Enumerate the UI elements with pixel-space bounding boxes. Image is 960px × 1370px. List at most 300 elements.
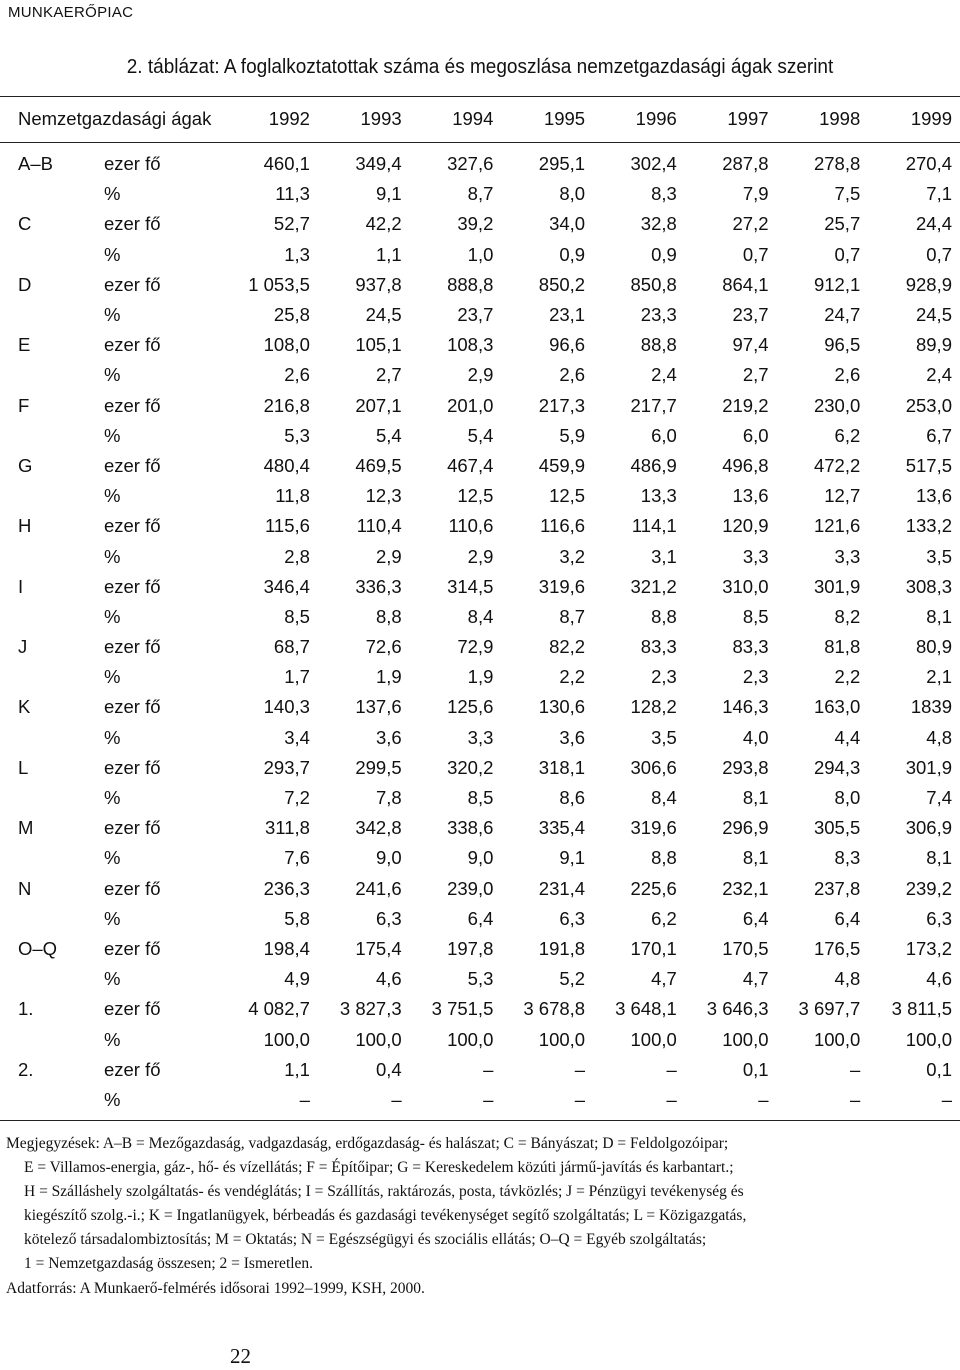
table-row: [0, 391, 960, 421]
value-cell-count: 270,4: [905, 153, 952, 175]
value-cell-count: 32,8: [640, 213, 677, 235]
value-cell-count: 294,3: [813, 756, 861, 778]
value-cell-count: 108,3: [447, 334, 494, 356]
value-cell-percent: 3,5: [926, 545, 952, 567]
value-cell-percent: 1,7: [284, 666, 310, 688]
value-cell-count: 239,2: [905, 877, 952, 899]
value-cell-count: 278,8: [813, 153, 861, 175]
note-line: 1 = Nemzetgazdaság összesen; 2 = Ismeretlen.: [24, 1255, 314, 1272]
value-cell-percent: 3,4: [284, 726, 310, 748]
value-cell-percent: 7,9: [742, 183, 769, 205]
table-row: [0, 511, 960, 541]
value-cell-count: 237,8: [813, 877, 861, 899]
value-cell-percent: 7,8: [375, 787, 402, 809]
value-cell-count: 336,3: [355, 575, 402, 597]
value-cell-percent: 8,1: [926, 605, 952, 627]
table-row: [0, 632, 960, 662]
unit-label: %: [103, 787, 121, 809]
value-cell-count: 216,8: [263, 394, 310, 416]
value-cell-count: 850,2: [538, 273, 586, 295]
value-cell-percent: 11,3: [275, 183, 310, 205]
value-cell-count: 236,3: [263, 877, 310, 899]
value-cell-percent: 100,0: [722, 1028, 769, 1050]
value-cell-percent: –: [758, 1088, 769, 1110]
unit-label: ezer fő: [103, 334, 161, 356]
note-line: kötelező társadalombiztosítás; M = Oktatás; N = Egészségügyi és szociális ellátás; O–Q = Egyéb szolgáltatás;: [24, 1231, 707, 1248]
value-cell-count: –: [483, 1058, 494, 1080]
value-cell-count: 72,6: [365, 636, 402, 658]
unit-label: ezer fő: [103, 937, 161, 959]
value-cell-count: 459,9: [538, 454, 586, 476]
value-cell-percent: 4,8: [834, 968, 861, 990]
sector-code: [0, 662, 104, 692]
table-row: [0, 843, 960, 873]
value-cell-percent: 8,5: [284, 605, 310, 627]
note-line: Megjegyzések: A–B = Mezőgazdaság, vadgazdaság, erdőgazdaság- és halászat; C = Bányászat; D = Feldolgozóipar;: [6, 1135, 729, 1152]
value-cell-count: 302,4: [630, 153, 677, 175]
value-cell-percent: 24,5: [915, 304, 952, 326]
value-cell-count: 207,1: [355, 394, 402, 416]
value-cell-percent: 6,2: [651, 907, 677, 929]
value-cell-percent: –: [941, 1088, 952, 1110]
value-cell-percent: 0,7: [742, 243, 769, 265]
value-cell-count: –: [849, 1058, 861, 1080]
value-cell-percent: 6,4: [834, 907, 861, 929]
sector-code: [0, 964, 104, 994]
column-header-year: 1999: [910, 108, 952, 129]
value-cell-count: 1,1: [284, 1058, 310, 1080]
value-cell-count: 110,4: [356, 515, 402, 537]
value-cell-count: 120,9: [722, 515, 769, 537]
sector-code: C: [18, 213, 32, 235]
value-cell-count: 1839: [910, 696, 952, 718]
value-cell-percent: 2,6: [834, 364, 861, 386]
value-cell-count: 241,6: [355, 877, 402, 899]
unit-label: %: [103, 424, 121, 446]
value-cell-count: 239,0: [447, 877, 494, 899]
unit-label: %: [103, 605, 121, 627]
value-cell-percent: 3,6: [375, 726, 402, 748]
unit-label: ezer fő: [103, 636, 161, 658]
value-cell-count: 108,0: [263, 334, 310, 356]
value-cell-percent: 6,7: [926, 424, 952, 446]
value-cell-count: 72,9: [457, 636, 494, 658]
unit-label: ezer fő: [103, 575, 161, 597]
value-cell-percent: –: [483, 1088, 494, 1110]
value-cell-count: 170,5: [722, 937, 769, 959]
value-cell-count: 472,2: [813, 454, 861, 476]
value-cell-count: 937,8: [355, 273, 402, 295]
value-cell-percent: 24,5: [365, 304, 402, 326]
value-cell-count: –: [574, 1058, 586, 1080]
value-cell-count: 3 678,8: [523, 998, 586, 1020]
value-cell-percent: 2,3: [742, 666, 769, 688]
value-cell-count: 96,6: [549, 334, 586, 356]
value-cell-count: 125,6: [447, 696, 494, 718]
column-header-year: 1996: [635, 108, 677, 129]
value-cell-count: 130,6: [538, 696, 586, 718]
value-cell-count: 319,6: [630, 817, 677, 839]
value-cell-count: 201,0: [447, 394, 494, 416]
value-cell-percent: –: [299, 1088, 310, 1110]
value-cell-count: 230,0: [813, 394, 861, 416]
value-cell-count: 82,2: [549, 636, 586, 658]
sector-code: G: [18, 454, 33, 476]
unit-label: %: [103, 545, 121, 567]
value-cell-percent: 11,8: [275, 485, 310, 507]
table-row: [0, 964, 960, 994]
value-cell-percent: 8,1: [742, 787, 769, 809]
value-cell-count: 27,2: [732, 213, 769, 235]
value-cell-count: 3 697,7: [798, 998, 861, 1020]
sector-code: [0, 360, 104, 390]
value-cell-count: 25,7: [824, 213, 861, 235]
value-cell-percent: 8,5: [742, 605, 769, 627]
value-cell-count: 133,2: [905, 515, 952, 537]
sector-code: L: [18, 756, 29, 778]
value-cell-count: 3 646,3: [706, 998, 769, 1020]
sector-code: O–Q: [18, 937, 58, 959]
value-cell-percent: 3,6: [559, 726, 586, 748]
sector-code: [0, 723, 104, 753]
table-row: [0, 149, 960, 179]
value-cell-count: 105,1: [355, 334, 402, 356]
table-row: [0, 421, 960, 451]
value-cell-count: 175,4: [355, 937, 402, 959]
value-cell-percent: 5,3: [284, 424, 310, 446]
value-cell-percent: 8,3: [651, 183, 677, 205]
value-cell-percent: 23,7: [457, 304, 494, 326]
table-bottom-rule: [0, 1120, 960, 1121]
table-row: [0, 692, 960, 722]
value-cell-count: 81,8: [824, 636, 861, 658]
value-cell-percent: 2,3: [651, 666, 677, 688]
value-cell-count: 191,8: [538, 937, 586, 959]
sector-code: K: [18, 696, 31, 718]
unit-label: %: [103, 968, 121, 990]
value-cell-count: 88,8: [640, 334, 677, 356]
table-row: [0, 481, 960, 511]
value-cell-count: 299,5: [355, 756, 402, 778]
value-cell-count: 301,9: [813, 575, 861, 597]
note-line: H = Szálláshely szolgáltatás- és vendéglátás; I = Szállítás, raktározás, posta, távközlés; J = Pénzügyi tevékenység és: [24, 1183, 744, 1200]
value-cell-count: 197,8: [447, 937, 494, 959]
value-cell-percent: 5,3: [467, 968, 494, 990]
sector-code: M: [18, 817, 34, 839]
value-cell-percent: 4,7: [742, 968, 769, 990]
value-cell-percent: 8,1: [742, 847, 769, 869]
unit-label: ezer fő: [103, 454, 161, 476]
value-cell-percent: 8,5: [467, 787, 494, 809]
sector-code: N: [18, 877, 32, 899]
value-cell-count: 311,8: [265, 817, 310, 839]
value-cell-percent: 6,4: [742, 907, 769, 929]
value-cell-percent: 13,3: [640, 485, 677, 507]
page-number: 22: [230, 1344, 251, 1368]
value-cell-percent: 8,8: [651, 847, 677, 869]
value-cell-count: 163,0: [813, 696, 861, 718]
value-cell-percent: –: [574, 1088, 586, 1110]
sector-code: [0, 421, 104, 451]
column-header-year: 1993: [360, 108, 402, 129]
value-cell-count: 3 827,3: [339, 998, 402, 1020]
value-cell-percent: 6,4: [467, 907, 494, 929]
value-cell-percent: 2,4: [651, 364, 677, 386]
value-cell-percent: 4,8: [926, 726, 952, 748]
value-cell-count: 97,4: [732, 334, 769, 356]
value-cell-count: 3 751,5: [431, 998, 494, 1020]
value-cell-count: 232,1: [722, 877, 769, 899]
value-cell-percent: 25,8: [273, 304, 310, 326]
value-cell-count: 128,2: [630, 696, 677, 718]
unit-label: %: [103, 726, 121, 748]
value-cell-count: 225,6: [630, 877, 677, 899]
value-cell-count: 0,1: [742, 1058, 769, 1080]
value-cell-count: 496,8: [722, 454, 769, 476]
value-cell-count: 34,0: [549, 213, 586, 235]
value-cell-percent: 8,7: [559, 605, 586, 627]
value-cell-count: 83,3: [732, 636, 769, 658]
table-row: [0, 874, 960, 904]
value-cell-count: 231,4: [538, 877, 586, 899]
value-cell-count: 89,9: [915, 334, 952, 356]
value-cell-percent: 2,6: [284, 364, 310, 386]
value-cell-count: 198,4: [263, 937, 310, 959]
value-cell-count: 96,5: [824, 334, 861, 356]
table-row: [0, 904, 960, 934]
table-row: [0, 300, 960, 330]
unit-label: %: [103, 666, 121, 688]
column-header-year: 1995: [543, 108, 586, 129]
value-cell-percent: 1,0: [467, 243, 494, 265]
unit-label: %: [103, 847, 121, 869]
table-row: [0, 209, 960, 239]
value-cell-count: 850,8: [630, 273, 677, 295]
sector-code: D: [18, 273, 32, 295]
value-cell-count: 310,0: [722, 575, 769, 597]
value-cell-count: 912,1: [813, 273, 861, 295]
value-cell-count: 480,4: [263, 454, 310, 476]
value-cell-percent: 100,0: [630, 1028, 677, 1050]
unit-label: ezer fő: [103, 394, 161, 416]
value-cell-count: 170,1: [630, 937, 677, 959]
sector-code: E: [18, 334, 31, 356]
value-cell-percent: 7,6: [284, 847, 310, 869]
table-row: [0, 753, 960, 783]
column-header-year: 1994: [452, 108, 494, 129]
value-cell-percent: 0,9: [651, 243, 677, 265]
value-cell-percent: 9,0: [375, 847, 402, 869]
value-cell-count: 320,2: [447, 756, 494, 778]
value-cell-percent: 1,9: [375, 666, 402, 688]
value-cell-count: 219,2: [722, 394, 769, 416]
value-cell-percent: 100,0: [905, 1028, 952, 1050]
value-cell-count: 293,8: [722, 756, 769, 778]
value-cell-count: 287,8: [722, 153, 769, 175]
value-cell-count: 115,6: [265, 515, 310, 537]
value-cell-percent: 6,3: [559, 907, 586, 929]
value-cell-count: 486,9: [630, 454, 677, 476]
value-cell-count: 346,4: [263, 575, 310, 597]
unit-label: %: [103, 1088, 121, 1110]
value-cell-percent: –: [849, 1088, 861, 1110]
value-cell-count: 176,5: [813, 937, 861, 959]
value-cell-count: 888,8: [447, 273, 494, 295]
value-cell-percent: 4,6: [375, 968, 402, 990]
value-cell-percent: 1,1: [375, 243, 402, 265]
sector-code: [0, 240, 104, 270]
column-header-year: 1998: [819, 108, 861, 129]
value-cell-count: 146,3: [722, 696, 769, 718]
unit-label: ezer fő: [103, 515, 161, 537]
value-cell-percent: 2,7: [375, 364, 402, 386]
value-cell-percent: 0,7: [834, 243, 861, 265]
table-row: [0, 662, 960, 692]
value-cell-percent: 6,3: [375, 907, 402, 929]
value-cell-percent: 12,5: [549, 485, 586, 507]
value-cell-count: 308,3: [905, 575, 952, 597]
value-cell-percent: 100,0: [447, 1028, 494, 1050]
value-cell-percent: 6,0: [651, 424, 677, 446]
value-cell-percent: 2,9: [375, 545, 402, 567]
unit-label: ezer fő: [103, 153, 161, 175]
value-cell-percent: 7,4: [926, 787, 952, 809]
value-cell-percent: –: [666, 1088, 677, 1110]
value-cell-count: 114,1: [631, 515, 677, 537]
table-row: [0, 1085, 960, 1115]
value-cell-count: 110,6: [448, 515, 494, 537]
table-title: 2. táblázat: A foglalkoztatottak száma és megoszlása nemzetgazdasági ágak szerint: [126, 56, 834, 78]
unit-label: ezer fő: [103, 877, 161, 899]
sector-code: [0, 904, 104, 934]
value-cell-percent: 9,1: [559, 847, 586, 869]
unit-label: ezer fő: [103, 213, 161, 235]
value-cell-percent: 3,3: [467, 726, 494, 748]
table-row: [0, 451, 960, 481]
value-cell-percent: 0,9: [559, 243, 586, 265]
value-cell-percent: 3,3: [834, 545, 861, 567]
table-row: [0, 360, 960, 390]
table-row: [0, 783, 960, 813]
value-cell-percent: 2,2: [834, 666, 861, 688]
note-line: E = Villamos-energia, gáz-, hő- és vízellátás; F = Építőipar; G = Kereskedelem közúti jármű-javítás és karbantart.;: [24, 1159, 734, 1176]
value-cell-percent: 100,0: [263, 1028, 310, 1050]
value-cell-count: 0,1: [926, 1058, 952, 1080]
unit-label: %: [103, 243, 121, 265]
column-header-year: 1992: [268, 108, 310, 129]
value-cell-count: 301,9: [905, 756, 952, 778]
value-cell-percent: 8,8: [651, 605, 677, 627]
value-cell-count: 173,2: [905, 937, 952, 959]
value-cell-count: 335,4: [538, 817, 586, 839]
value-cell-count: 253,0: [905, 394, 952, 416]
unit-label: %: [103, 485, 121, 507]
value-cell-count: 342,8: [355, 817, 402, 839]
sector-code: [0, 481, 104, 511]
value-cell-count: 4 082,7: [248, 998, 310, 1020]
value-cell-count: 314,5: [447, 575, 494, 597]
sector-code: F: [18, 394, 30, 416]
value-cell-count: 0,4: [375, 1058, 402, 1080]
value-cell-count: 306,9: [905, 817, 952, 839]
value-cell-percent: 5,9: [559, 424, 586, 446]
value-cell-count: 517,5: [905, 454, 952, 476]
value-cell-percent: 8,8: [375, 605, 402, 627]
value-cell-percent: 2,8: [284, 545, 310, 567]
table-row: [0, 934, 960, 964]
value-cell-percent: 5,8: [284, 907, 310, 929]
value-cell-count: 116,6: [540, 515, 586, 537]
value-cell-percent: 100,0: [538, 1028, 586, 1050]
value-cell-percent: 12,7: [824, 485, 861, 507]
value-cell-percent: 2,4: [926, 364, 952, 386]
value-cell-percent: 8,6: [559, 787, 586, 809]
value-cell-percent: 4,9: [284, 968, 310, 990]
value-cell-percent: 2,6: [559, 364, 586, 386]
unit-label: %: [103, 304, 121, 326]
table-row: [0, 240, 960, 270]
value-cell-percent: 8,7: [467, 183, 494, 205]
value-cell-count: 928,9: [905, 273, 952, 295]
value-cell-percent: 8,3: [834, 847, 861, 869]
table-notes: [6, 1132, 956, 1276]
value-cell-count: 469,5: [355, 454, 402, 476]
unit-label: %: [103, 1028, 121, 1050]
value-cell-percent: 24,7: [824, 304, 861, 326]
sector-code: H: [18, 515, 32, 537]
value-cell-percent: 4,7: [651, 968, 677, 990]
employment-table: [0, 103, 960, 1115]
value-cell-percent: 4,6: [926, 968, 952, 990]
value-cell-percent: 23,3: [640, 304, 677, 326]
column-header-sector: Nemzetgazdasági ágak: [18, 108, 212, 129]
value-cell-count: 864,1: [722, 273, 769, 295]
section-header: MUNKAERŐPIAC: [8, 4, 134, 21]
value-cell-count: 319,6: [538, 575, 586, 597]
value-cell-count: 321,2: [630, 575, 677, 597]
value-cell-percent: 8,4: [651, 787, 677, 809]
unit-label: ezer fő: [103, 1058, 161, 1080]
value-cell-percent: 8,4: [467, 605, 494, 627]
table-top-rule: [0, 96, 960, 97]
sector-code: [0, 783, 104, 813]
value-cell-percent: 6,0: [742, 424, 769, 446]
table-header-row: [0, 103, 960, 135]
value-cell-percent: 8,0: [559, 183, 586, 205]
unit-label: ezer fő: [103, 273, 161, 295]
value-cell-percent: 5,4: [375, 424, 402, 446]
table-row: [0, 723, 960, 753]
sector-code: [0, 843, 104, 873]
value-cell-percent: 100,0: [355, 1028, 402, 1050]
value-cell-percent: 2,7: [742, 364, 769, 386]
sector-code: A–B: [18, 153, 53, 175]
value-cell-count: 121,6: [813, 515, 861, 537]
value-cell-count: 305,5: [813, 817, 861, 839]
value-cell-count: 1 053,5: [248, 273, 310, 295]
table-row: [0, 270, 960, 300]
value-cell-count: 217,3: [538, 394, 586, 416]
column-header-year: 1997: [727, 108, 769, 129]
value-cell-count: –: [666, 1058, 677, 1080]
value-cell-count: 3 811,5: [891, 998, 952, 1020]
value-cell-count: 140,3: [263, 696, 310, 718]
value-cell-percent: 3,3: [742, 545, 769, 567]
table-row: [0, 994, 960, 1024]
value-cell-percent: 100,0: [813, 1028, 861, 1050]
value-cell-count: 295,1: [538, 153, 586, 175]
note-line: kiegészítő szolg.-i.; K = Ingatlanügyek, bérbeadás és gazdasági tevékenységet segítő szolgáltatás; L = Közigazgatás,: [24, 1207, 747, 1224]
